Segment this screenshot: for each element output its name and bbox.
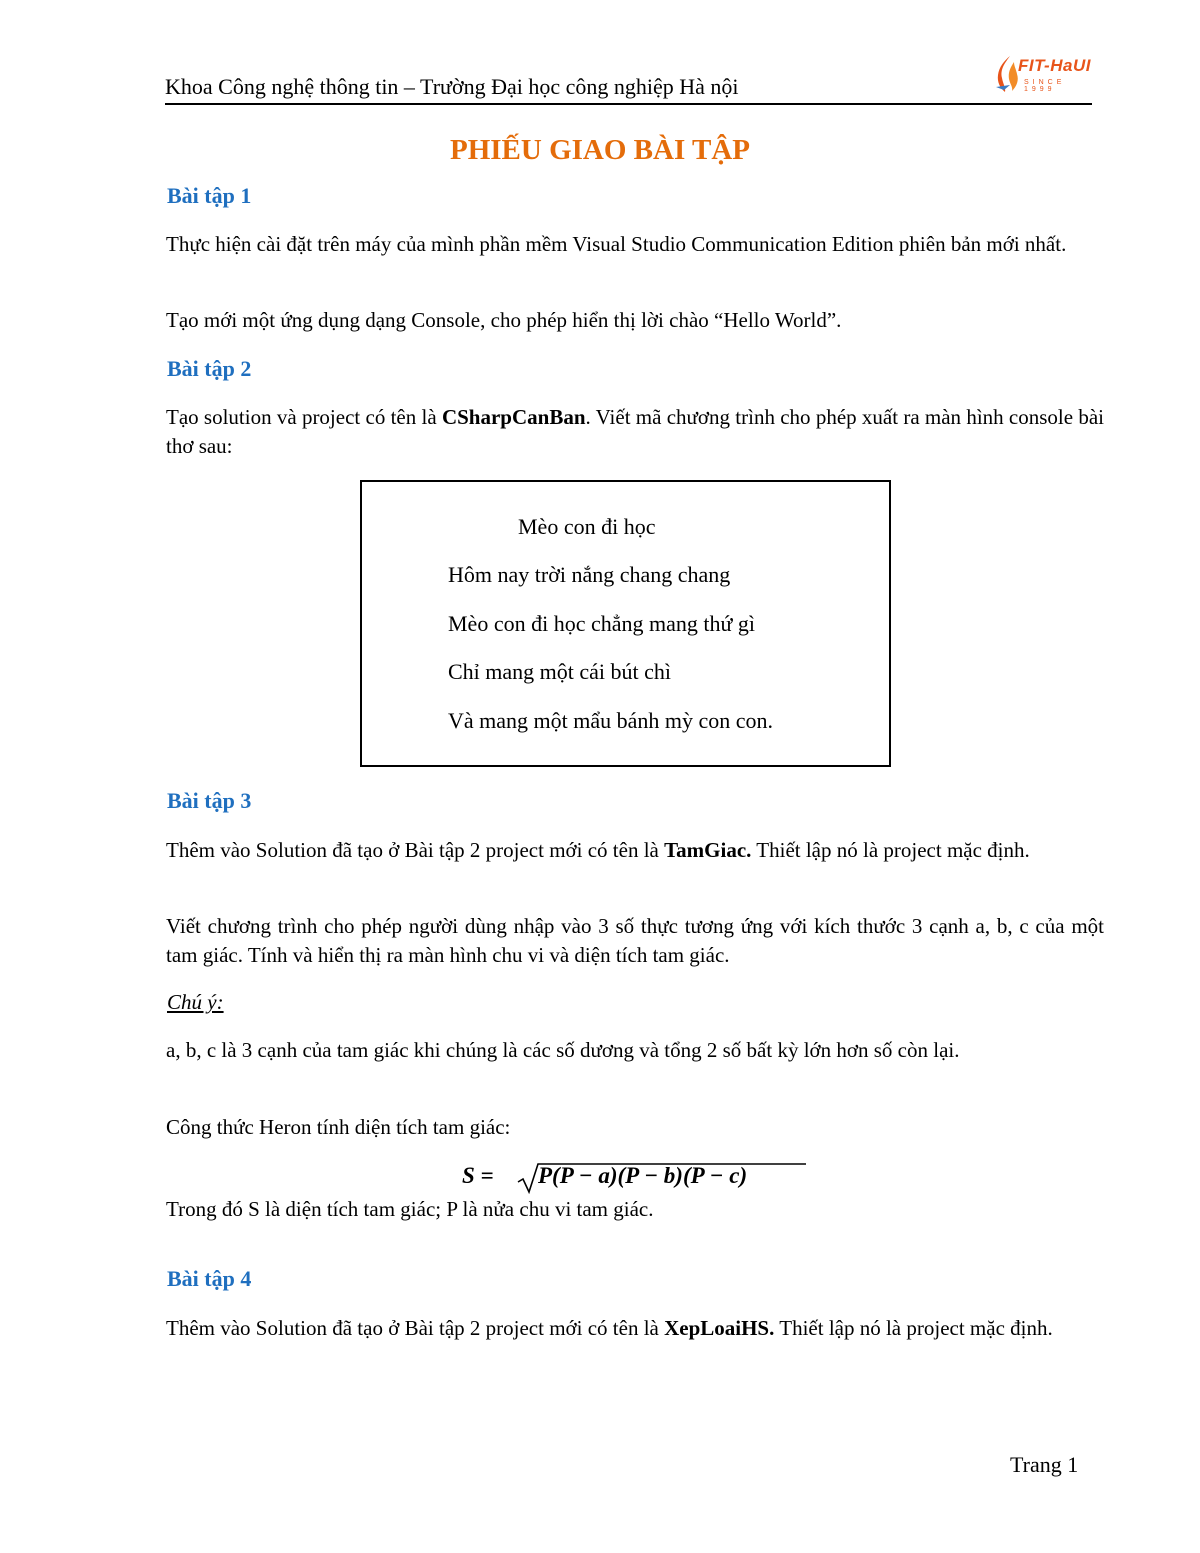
- note-label: Chú ý:: [167, 990, 224, 1014]
- exercise-1-heading: Bài tập 1: [167, 183, 252, 208]
- project-name: TamGiac.: [664, 838, 752, 862]
- text-run: Tạo solution và project có tên là: [166, 405, 442, 429]
- exercise-4-heading: Bài tập 4: [167, 1266, 252, 1291]
- exercise-1-paragraph-2: Tạo mới một ứng dụng dạng Console, cho phép hiển thị lời chào “Hello World”.: [166, 308, 842, 332]
- text-run: Thêm vào Solution đã tạo ở Bài tập 2 project mới có tên là: [166, 1316, 665, 1340]
- document-title: PHIẾU GIAO BÀI TẬP: [450, 134, 750, 166]
- poem-line: Chỉ mang một cái bút chì: [448, 659, 672, 684]
- header-text: Khoa Công nghệ thông tin – Trường Đại học công nghiệp Hà nội: [165, 74, 739, 99]
- exercise-3-paragraph-5: Trong đó S là diện tích tam giác; P là nửa chu vi tam giác.: [166, 1197, 654, 1221]
- poem-line: Và mang một mẩu bánh mỳ con con.: [448, 708, 774, 733]
- logo-subtext: SINCE 1999: [1024, 79, 1066, 93]
- exercise-2-paragraph: [166, 403, 1104, 461]
- project-name: XepLoaiHS.: [664, 1316, 775, 1340]
- page-number: Trang 1: [1010, 1452, 1079, 1477]
- header-divider: [165, 103, 1092, 105]
- exercise-3-paragraph-2: Viết chương trình cho phép người dùng nhập vào 3 số thực tương ứng với kích thước 3 cạnh a, b, c của một tam giác. Tính và hiển thị ra màn hình chu vi và diện tích tam giác.: [166, 914, 1104, 967]
- exercise-3-paragraph-1: [166, 836, 1104, 865]
- poem-title: Mèo con đi học: [518, 514, 656, 539]
- text-run: Thiết lập nó là project mặc định.: [751, 838, 1030, 862]
- text-run: Thiết lập nó là project mặc định.: [774, 1316, 1053, 1340]
- exercise-3-heading: Bài tập 3: [167, 788, 252, 813]
- exercise-4-paragraph: [166, 1314, 1104, 1343]
- text-run: Thêm vào Solution đã tạo ở Bài tập 2 project mới có tên là: [166, 838, 665, 862]
- exercise-2-heading: Bài tập 2: [167, 356, 252, 381]
- heron-formula-lhs: S =: [462, 1163, 494, 1188]
- logo-text: FIT-HaUI: [1018, 56, 1091, 75]
- poem-line: Mèo con đi học chẳng mang thứ gì: [448, 611, 756, 636]
- exercise-3-paragraph-3: a, b, c là 3 cạnh của tam giác khi chúng là các số dương và tổng 2 số bất kỳ lớn hơn số còn lại.: [166, 1038, 960, 1062]
- poem-box: [360, 480, 891, 767]
- heron-formula-rhs: P(P − a)(P − b)(P − c): [538, 1163, 748, 1188]
- fit-haui-logo: [996, 50, 1096, 100]
- exercise-1-paragraph-1: Thực hiện cài đặt trên máy của mình phần mềm Visual Studio Communication Edition phiên bản mới nhất.: [166, 232, 1067, 256]
- page-header: [165, 74, 1090, 104]
- project-name: CSharpCanBan: [441, 405, 586, 429]
- exercise-3-paragraph-4: Công thức Heron tính diện tích tam giác:: [166, 1115, 511, 1139]
- poem-line: Hôm nay trời nắng chang chang: [448, 562, 731, 587]
- text-run: . Viết mã chương trình cho phép xuất ra màn hình console bài thơ sau:: [166, 405, 1104, 458]
